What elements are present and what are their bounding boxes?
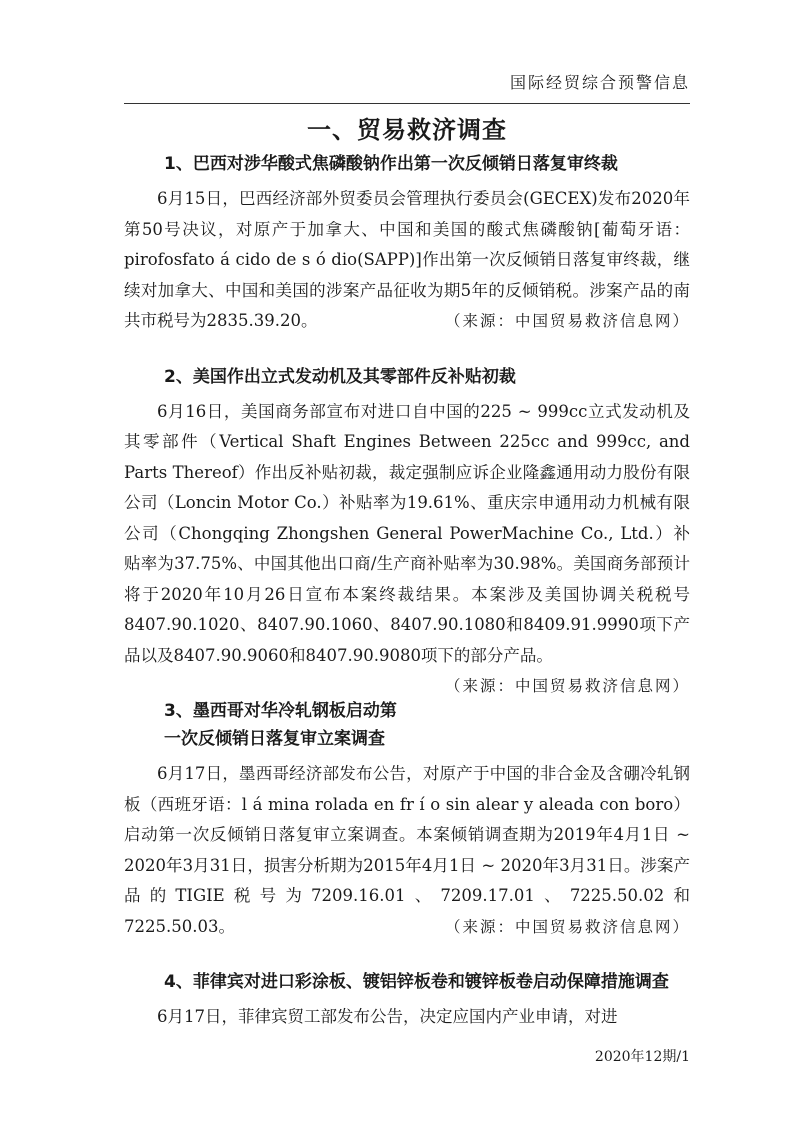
news-item-3 (124, 697, 690, 942)
news-item-paragraph (124, 1002, 690, 1033)
news-item-text: 6月17日，菲律宾贸工部发布公告，决定应国内产业申请，对进 (157, 1007, 618, 1026)
news-item-1 (124, 150, 690, 337)
news-item-paragraph (124, 759, 690, 942)
news-item-heading: 2、美国作出立式发动机及其零部件反补贴初裁 (164, 366, 516, 387)
header-divider (124, 103, 690, 104)
news-item-text: 6月17日，墨西哥经济部发布公告，对原产于中国的非合金及含硼冷轧钢板（西班牙语：l á mina rolada en fr í o sin alear y aleada con boro）启动第一次反倾销日落复审立案调查。本案倾销调查期为2019年4月1日 ~ 2020年3月31日，损害分析期为2015年4月1日 ~ 2020年3月31日。涉案产品的TIGIE税号为7209.16.01、7209.17.01、7225.50.02和7225.50.03。 (124, 764, 690, 936)
running-header: 国际经贸综合预警信息 (509, 73, 690, 92)
news-item-4 (124, 968, 690, 1033)
news-item-paragraph (124, 184, 690, 337)
news-item-heading: 4、菲律宾对进口彩涂板、镀铝锌板卷和镀锌板卷启动保障措施调查 (164, 972, 669, 992)
news-item-paragraph (124, 397, 690, 695)
news-item-text: 6月15日，巴西经济部外贸委员会管理执行委员会(GECEX)发布2020年第50号决议，对原产于加拿大、中国和美国的酸式焦磷酸钠[葡萄牙语：pirofosfato á cido de s ó dio(SAPP)]作出第一次反倾销日落复审终裁，继续对加拿大、中国和美国的涉案产品征收为期5年的反倾销税。涉案产品的南共市税号为2835.39.20。 (124, 189, 690, 330)
news-item-text: 6月16日，美国商务部宣布对进口自中国的225 ~ 999cc立式发动机及其零部件（Vertical Shaft Engines Between 225cc and 999cc, and Parts Thereof）作出反补贴初裁，裁定强制应诉企业隆鑫通用动力股份有限公司（Loncin Motor Co.）补贴率为19.61%、重庆宗申通用动力机械有限公司（Chongqing Zhongshen General PowerMachine Co., Ltd.）补贴率为37.75%、中国其他出口商/生产商补贴率为30.98%。美国商务部预计将于2020年10月26日宣布本案终裁结果。本案涉及美国协调关税税号8407.90.1020、8407.90.1060、8407.90.1080和8409.91.9990项下产品以及8407.90.9060和8407.90.9080项下的部分产品。 (124, 401, 690, 665)
news-item-source: （来源：中国贸易救济信息网） (444, 312, 690, 330)
news-item-source: （来源：中国贸易救济信息网） (444, 917, 690, 936)
news-item-2 (124, 363, 690, 695)
article-content (124, 150, 690, 1059)
page-footer: 2020年12期/1 (594, 1049, 690, 1065)
news-item-heading: 3、墨西哥对华冷轧钢板启动第一次反倾销日落复审立案调查 (164, 701, 397, 749)
page-title: 一、贸易救济调查 (307, 116, 507, 144)
news-item-source: （来源：中国贸易救济信息网） (444, 677, 690, 695)
news-item-heading: 1、巴西对涉华酸式焦磷酸钠作出第一次反倾销日落复审终裁 (164, 154, 618, 174)
